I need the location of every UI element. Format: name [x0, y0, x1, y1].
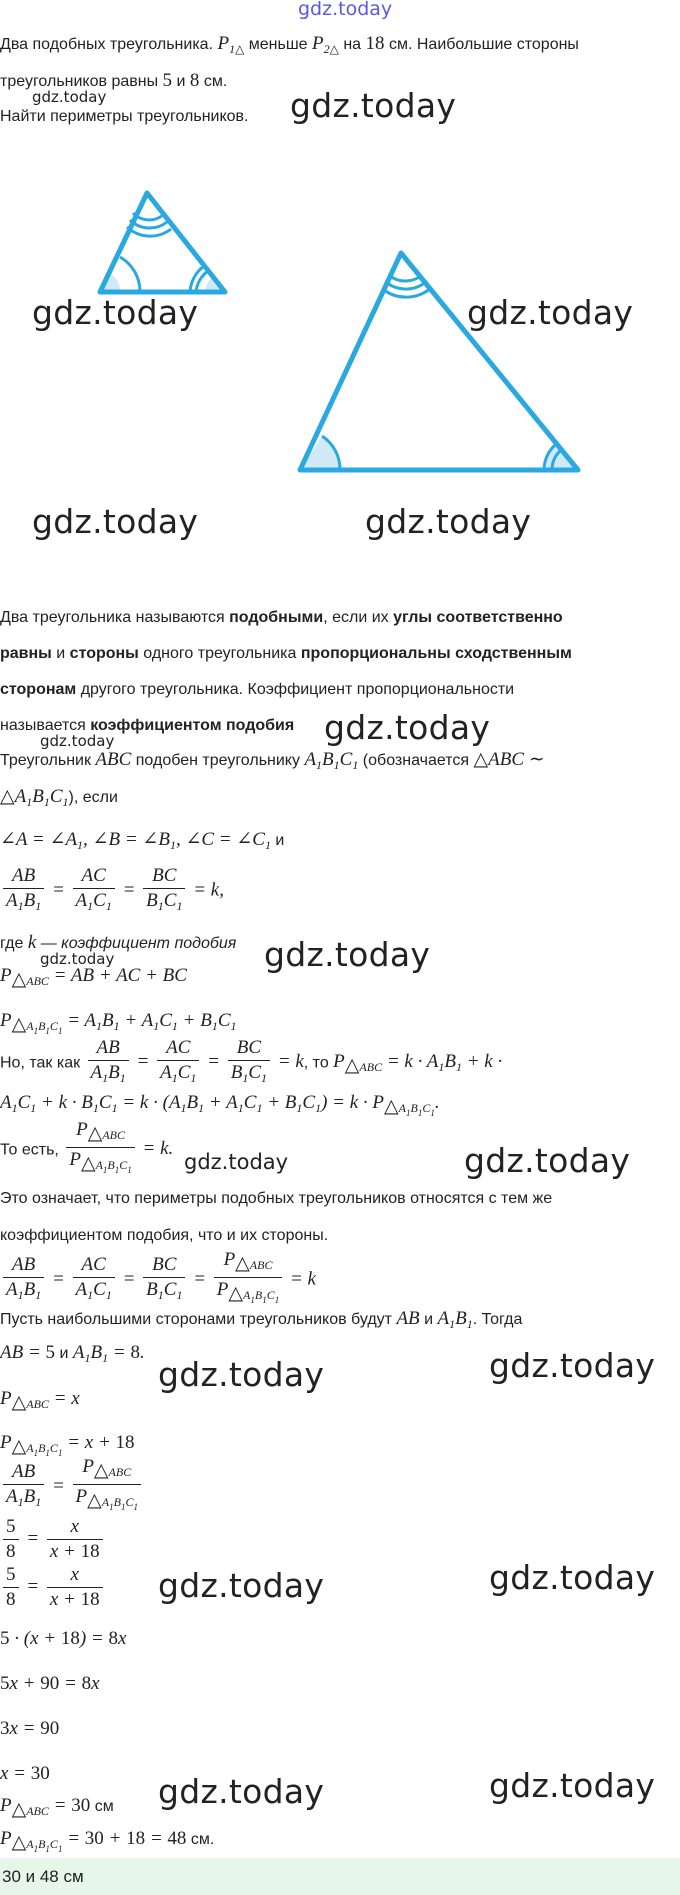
answer-text: 30 и 48 см — [2, 1867, 84, 1886]
solution-let: Пусть наибольшими сторонами треугольников будут AB и $A_1B_1$. Тогда — [0, 1308, 523, 1331]
watermark: gdz.today — [290, 86, 457, 125]
watermark: gdz.today — [158, 1355, 325, 1394]
theory-meaning-2: коэффициентом подобия, что и их стороны. — [0, 1227, 329, 1244]
watermark: gdz.today — [489, 1766, 656, 1805]
solution-p-a1b1c1: $P_{\triangle A_1B_1C_1} = x + 18$ — [0, 1432, 135, 1458]
watermark: gdz.today — [158, 1566, 325, 1605]
watermark: gdz.today — [264, 935, 431, 974]
watermark: gdz.today — [464, 1141, 631, 1180]
theory-line-1: Треугольник ABC подобен треугольнику $A_1B_1C_1$ (обозначается △ABC ∼ — [0, 749, 545, 772]
solution-eq-1: 5 · (x + 18) = 8x — [0, 1628, 127, 1649]
definition-line-4: называется коэффициентом подобия — [0, 717, 295, 734]
watermark: gdz.today — [467, 293, 634, 332]
watermark: gdz.today — [32, 293, 199, 332]
solution-proportion-1: $\frac{5}{8}$ = $\frac{x}{x + 18}$ — [0, 1515, 106, 1564]
watermark: gdz.today — [489, 1558, 656, 1597]
watermark-small: gdz.today — [40, 950, 115, 968]
theory-thatis: То есть, $\frac{P_{\triangle ABC}}{P_{\triangle A_1B_1C_1}}$ = k. — [0, 1119, 174, 1175]
watermark: gdz.today — [32, 502, 199, 541]
definition-line-2: равны и стороны одного треугольника пропорциональны сходственным — [0, 645, 572, 662]
watermark-small: gdz.today — [40, 732, 115, 750]
watermark: gdz.today — [489, 1346, 656, 1385]
solution-p-a1b1c1-value: $P_{\triangle A_1B_1C_1} = 30 + 18 = 48$ см. — [0, 1828, 215, 1854]
definition-line-3: сторонам другого треугольника. Коэффициент пропорциональности — [0, 681, 515, 698]
solution-sides: AB = 5 и $A_1B_1 = 8$. — [0, 1342, 145, 1365]
angles-equality: ∠A = $\angle A_1$, ∠B = $\angle B_1$, ∠C = $\angle C_1$ и — [0, 829, 285, 852]
solution-p-abc: $P_{\triangle ABC} = x$ — [0, 1388, 80, 1413]
theory-meaning-1: Это означает, что периметры подобных треугольников относятся с тем же — [0, 1190, 553, 1207]
solution-eq-4: x = 30 — [0, 1763, 50, 1784]
watermark: gdz.today — [158, 1772, 325, 1811]
problem-line-1: Два подобных треугольника. $P_{1\triangle}$ меньше $P_{2\triangle}$ на 18 см. Наибольшие стороны — [0, 33, 579, 56]
perimeter-ratio-formula: $\frac{AB}{A_1B_1}$ = $\frac{AC}{A_1C_1}$ = $\frac{BC}{B_1C_1}$ = $\frac{P_{\triangle ABC}}{P_{\triangle A_1B_1C_1}}$ = k — [0, 1248, 316, 1312]
theory-derivation-line-1: Но, так как $\frac{AB}{A_1B_1}$ = $\frac{AC}{A_1C_1}$ = $\frac{BC}{B_1C_1}$ = k, то $P_{\triangle ABC} = k \cdot A_1B_1 + k$ · — [0, 1037, 503, 1085]
watermark: gdz.today — [365, 502, 532, 541]
perimeter-a1b1c1: $P_{\triangle A_1B_1C_1} = A_1B_1 + A_1C_1 + B_1C_1$ — [0, 1010, 237, 1036]
theory-k-definition: где k — коэффициент подобия — [0, 932, 237, 953]
solution-ratio: $\frac{AB}{A_1B_1}$ = $\frac{P_{\triangle ABC}}{P_{\triangle A_1B_1C_1}}$ — [0, 1455, 144, 1519]
watermark-small: gdz.today — [32, 88, 107, 106]
problem-line-3: Найти периметры треугольников. — [0, 108, 249, 125]
theory-derivation-line-2: $A_1C_1 + k \cdot B_1C_1 = k \cdot (A_1B_1 + A_1C_1 + B_1C_1) = k \cdot P_{\triangle A_1B_1C_1}$. — [0, 1092, 440, 1118]
answer-banner — [0, 1858, 680, 1895]
solution-proportion-2: $\frac{5}{8}$ = $\frac{x}{x + 18}$ — [0, 1563, 106, 1612]
solution-eq-3: 3x = 90 — [0, 1718, 60, 1739]
perimeter-abc: $P_{\triangle ABC}$ = AB + AC + BC — [0, 965, 187, 990]
small-triangle — [100, 193, 225, 292]
solution-p-abc-value: $P_{\triangle ABC} = 30$ см — [0, 1795, 114, 1820]
watermark-medium: gdz.today — [184, 1150, 289, 1174]
watermark: gdz.today — [324, 708, 491, 747]
top-watermark: gdz.today — [298, 0, 393, 20]
definition-line-1: Два треугольника называются подобными, если их углы соответственно — [0, 609, 563, 626]
theory-line-2: $\triangle A_1B_1C_1$), если — [0, 786, 118, 809]
large-triangle — [300, 253, 578, 470]
solution-eq-2: 5x + 90 = 8x — [0, 1673, 100, 1694]
problem-line-2: треугольников равны 5 и 8 см. — [0, 70, 228, 91]
sides-ratio-formula: $\frac{AB}{A_1B_1}$ = $\frac{AC}{A_1C_1}$ = $\frac{BC}{B_1C_1}$ = k, — [0, 864, 224, 918]
